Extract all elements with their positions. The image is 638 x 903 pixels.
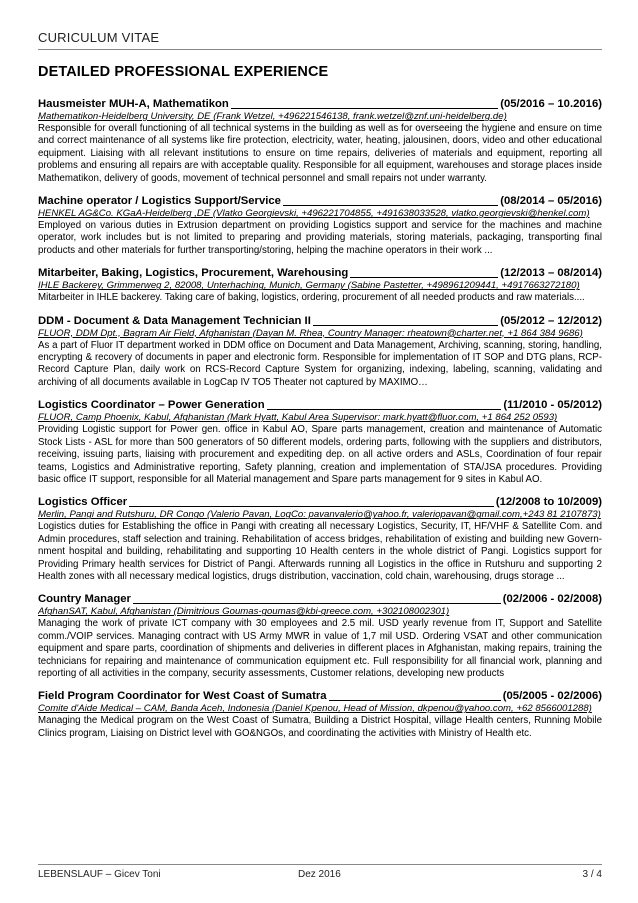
job-entry: [38, 97, 602, 185]
job-employer: Mathematikon-Heidelberg University, DE (Frank Wetzel, +496221546138, frank.wetzel@znf.uni-heidelberg.de): [38, 111, 507, 122]
job-heading: [38, 592, 602, 606]
job-employer: Merlin, Pangi and Rutshuru, DR Congo (Valerio Pavan, LogCo: pavanvalerio@yahoo.fr, valeriopavan@gmail.com,+243 81 2107873): [38, 509, 601, 521]
job-employer: IHLE Backerey, Grimmerweg 2, 82008, Unterhaching, Munich, Germany (Sabine Pastetter, +498961209441, +4917663272180): [38, 280, 580, 292]
job-leader-line: [267, 409, 502, 410]
job-dates: (12/2013 – 08/2014): [500, 267, 602, 280]
job-title: DDM - Document & Data Management Technician II: [38, 314, 311, 327]
job-title: Field Program Coordinator for West Coast of Sumatra: [38, 690, 327, 703]
job-heading: [38, 194, 602, 208]
job-title: Mitarbeiter, Baking, Logistics, Procurement, Warehousing: [38, 267, 349, 280]
job-entry: [38, 592, 602, 680]
job-description: Employed on various duties in Extrusion department on providing Logistics support and service for the machines and machine operator, work includes but is not limited to preparing and providing materials, storing materials, packaging, transporting final products and other materials for further transporting/storing, helping the machine operators in their work ...: [38, 220, 602, 256]
job-employer: FLUOR, DDM Dpt., Bagram Air Field, Afghanistan (Dayan M. Rhea, Country Manager: rheatown@charter.net, +1 864 384 9686): [38, 327, 583, 339]
job-description: Mitarbeiter in IHLE backerey. Taking care of baking, logistics, ordering, procurement of all needed products and raw materials....: [38, 292, 585, 304]
job-description: Providing Logistic support for Power gen. office in Kabul AO, Spare parts management, creation and maintenance of Automatic Stock Lists - ASL for more than 500 generators of 50 different models, ordering parts, following with the suppliers and distributors, receiving, issuing parts, liaising with procurement and expediting dep. on all active orders and ASLs, Coordination of four repair teams, Logistics and Administrative reporting, Safety planning, creation and implementation of STA/JSA procedures. Providing basic office IT support, responsible for all Material management and Spare parts management for 9 sites in Kabul AO.: [38, 424, 602, 485]
job-leader-line: [133, 603, 501, 604]
job-dates: (11/2010 - 05/2012): [503, 399, 602, 412]
job-heading: [38, 266, 602, 280]
job-title: Logistics Officer: [38, 496, 128, 509]
job-description: Managing the work of private ICT company with 30 employees and 2.5 mil. USD yearly revenue from IT, Support and Satellite comm./VOIP services. Managing contract with US Army MWR in value of 1,7 mil USD. Ordering VSAT and other communication equipment and spare parts, coordination of shipments and deliveries in different places in Afghanistan, making repairs, training the technicians for repairing and maintenance of communication equipment etc. Full responsibility for all financial work, planning and reporting of all activities in the company, security assessments, Customer relations, developing new products: [38, 618, 602, 679]
job-title: Hausmeister MUH-A, Mathematikon: [38, 98, 229, 110]
job-employer: AfghanSAT, Kabul, Afghanistan (Dimitrious Goumas-goumas@kbi-greece.com, +302108002301): [38, 606, 450, 618]
job-dates: (05/2012 – 12/2012): [500, 314, 602, 327]
section-title: DETAILED PROFESSIONAL EXPERIENCE: [38, 64, 329, 80]
job-title: Country Manager: [38, 593, 131, 606]
job-title: Logistics Coordinator – Power Generation: [38, 399, 265, 412]
job-leader-line: [129, 506, 494, 507]
footer-divider: [38, 864, 602, 865]
job-heading: [38, 314, 602, 328]
job-entry: [38, 495, 602, 583]
job-dates: (05/2016 – 10.2016): [500, 98, 602, 110]
job-leader-line: [313, 325, 498, 326]
job-heading: [38, 495, 602, 509]
job-entry: [38, 398, 602, 486]
job-list: [38, 97, 602, 749]
job-entry: [38, 689, 602, 740]
job-leader-line: [283, 205, 498, 206]
job-heading: [38, 398, 602, 412]
job-description: As a part of Fluor IT department worked in DDM office on Document and Data Management, Archiving, scanning, storing, handling, encrypting & recovery of documents in paper and electronic form. Responsible for implementation of IT SOP and DTG plans, RCP-Record Capture Plan, daily work on RCS-Record Capture System for organizing, indexing, labeling, scanning, validating and archiving of all documents available in LogCap IV TO5 Theater not captured by MAXIMO…: [38, 339, 602, 388]
job-description: Logistics duties for Establishing the office in Pangi with creating all necessary Logistics, Security, IT, HF/VHF & Satellite Com. and Admin procedures, staff selection and training. Rehabilitation of access bridges, rehabilitation of existing and building new Govern-nment hospital and building, rehabilitating and supporting 10 Health centers in the whole district of Pangi. Logistics support for Providing Primary health services for District of Pangi. Afterwards running all Logistics in the office in Rutshuru and supporting 2 Health zones with all necessary medical logistics, drugs distribution, vaccination, cold chain, warehousing, drugs storage ...: [38, 521, 602, 582]
job-dates: (12/2008 to 10/2009): [495, 496, 602, 509]
job-employer: Comite d'Aide Medical – CAM, Banda Aceh, Indonesia (Daniel Kpenou, Head of Mission, dkpenou@yahoo.com, +62 8566001288): [38, 703, 592, 715]
header-divider: [38, 49, 602, 50]
job-leader-line: [231, 108, 498, 109]
job-dates: (05/2005 - 02/2006): [502, 690, 602, 703]
job-entry: [38, 314, 602, 390]
job-entry: [38, 194, 602, 257]
job-leader-line: [329, 700, 501, 701]
job-entry: [38, 266, 602, 304]
job-heading: [38, 689, 602, 703]
job-employer: FLUOR, Camp Phoenix, Kabul, Afghanistan (Mark Hyatt, Kabul Area Supervisor: mark.hyatt@fluor.com, +1 864 252 0593): [38, 412, 558, 424]
job-description: Managing the Medical program on the West Coast of Sumatra, Building a District Hospital, village Health centers, Running Mobile Clinics program, Liaising on District level with GO&NGOs, and coordinating the activities with Ministry of Health etc.: [38, 715, 602, 739]
job-dates: (08/2014 – 05/2016): [500, 195, 602, 208]
job-description: Responsible for overall functioning of all technical systems in the building as well as for overseeing the hygiene and ensure on time and correct maintenance of all systems like fire protection, electricity, water, heating, jalousinen, doors, video and other educational equipment. Liaising with all relevant institutions to ensure on time repairs, deliveries of materials and equipment, reporting all problems and ensuring all repairs are with acceptable quality. Responsible for all equipment, warehouses and storage places inside Mathematikon, delivery of goods, movement of technical personnel and small repairs not under warranty.: [38, 123, 602, 184]
job-heading: [38, 97, 602, 111]
footer-page-number: 3 / 4: [582, 869, 602, 880]
job-employer: HENKEL AG&Co. KGaA-Heidelberg ,DE (Vlatko Georgievski, +496221704855, +491638033528, vlatko.georgievski@henkel.com): [38, 208, 590, 220]
document-header-title: CURICULUM VITAE: [38, 30, 160, 45]
job-leader-line: [350, 277, 498, 278]
job-title: Machine operator / Logistics Support/Service: [38, 195, 281, 208]
job-dates: (02/2006 - 02/2008): [502, 593, 602, 606]
footer-date: Dez 2016: [298, 869, 341, 880]
footer-author: LEBENSLAUF – Gicev Toni: [38, 869, 161, 880]
